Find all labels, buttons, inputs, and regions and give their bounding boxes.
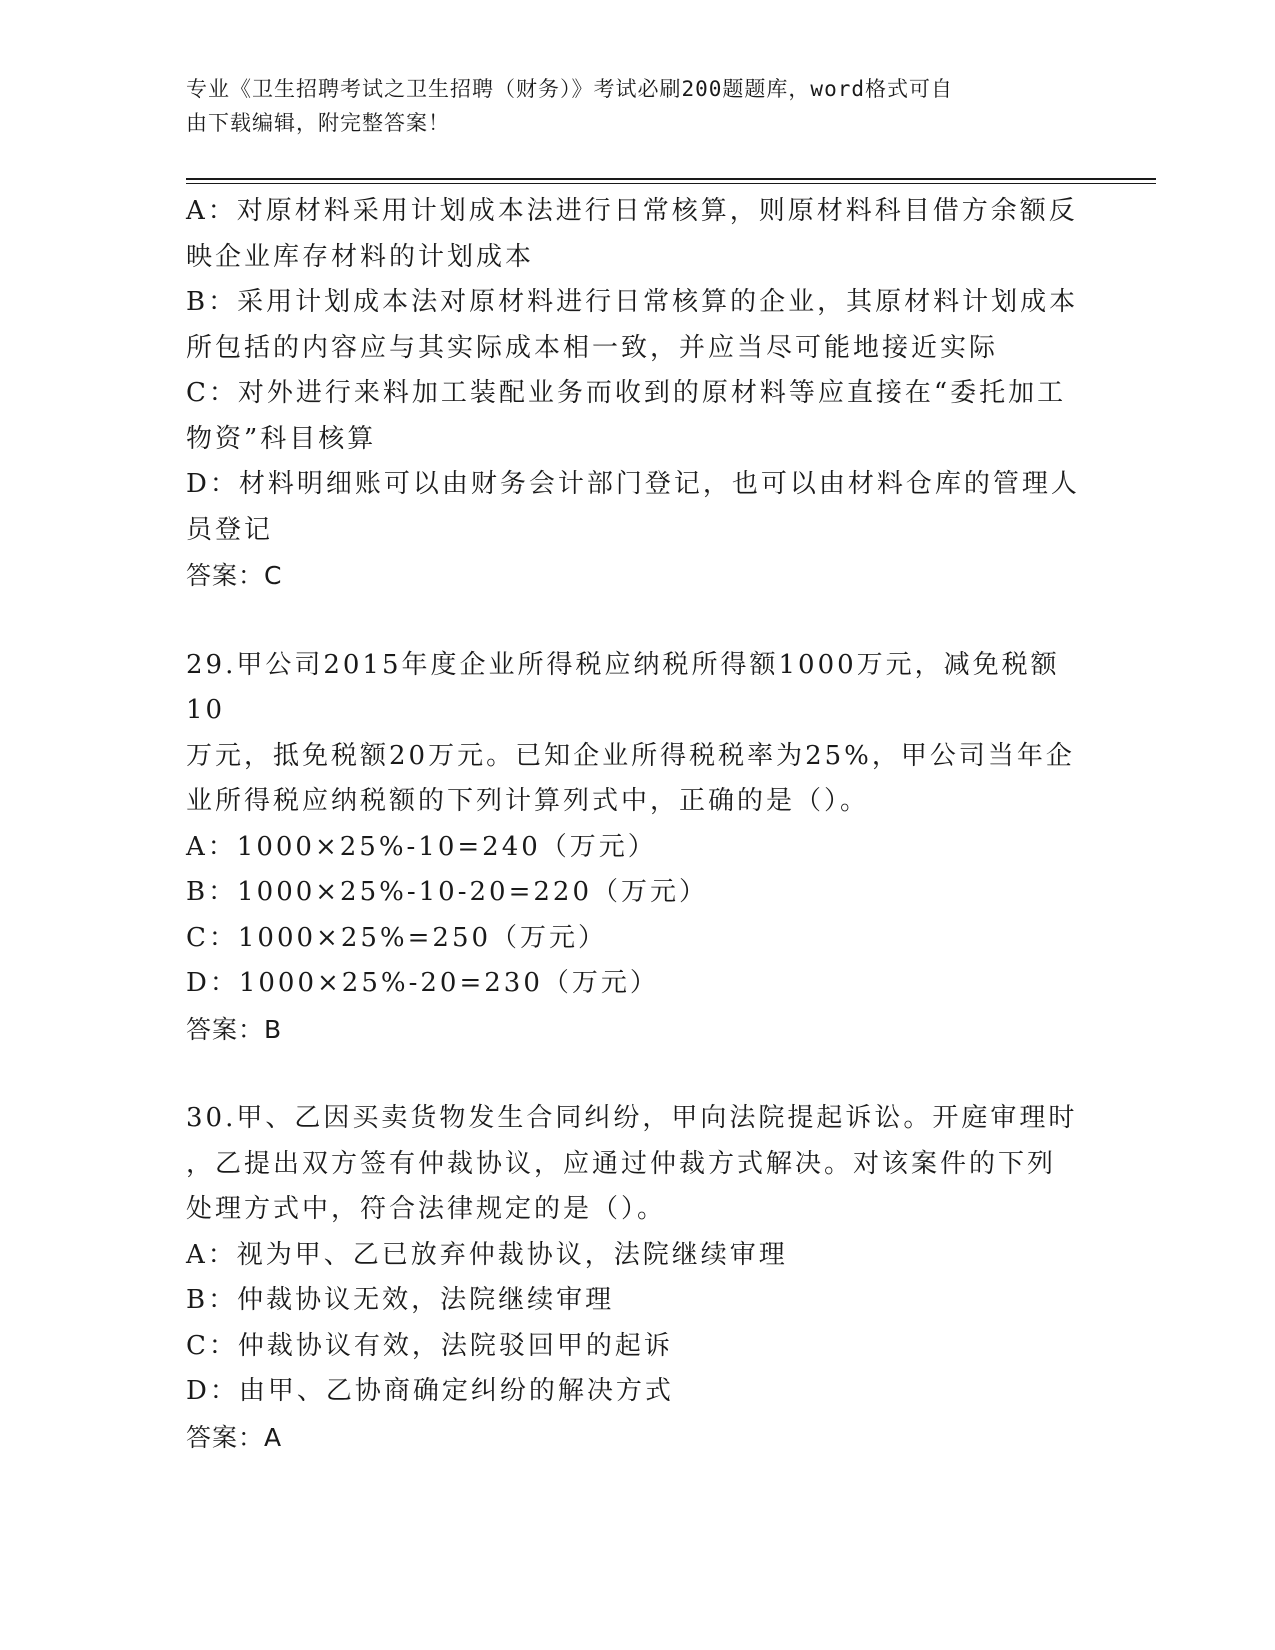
option-c: C：1000×25%=250（万元）	[186, 922, 608, 953]
option-a: A：视为甲、乙已放弃仲裁协议，法院继续审理	[186, 1239, 788, 1270]
option-c-line-2: 物资”科目核算	[186, 423, 377, 454]
question-stem-line-3: 业所得税应纳税额的下列计算列式中，正确的是（）。	[186, 786, 870, 816]
question-stem-line-1: 30.甲、乙因买卖货物发生合同纠纷，甲向法院提起诉讼。开庭审理时	[186, 1103, 1078, 1133]
header-line-2: 由下载编辑，附完整答案！	[186, 111, 450, 135]
option-b-line-2: 所包括的内容应与其实际成本相一致，并应当尽可能地接近实际	[186, 332, 999, 363]
answer-line: 答案：C	[186, 561, 283, 590]
question-gap	[186, 599, 1086, 643]
option-b: B：1000×25%-10-20=220（万元）	[186, 877, 708, 907]
option-c: C：仲裁协议有效，法院驳回甲的起诉	[186, 1330, 673, 1361]
option-a-line-1: A：对原材料采用计划成本法进行日常核算，则原材料科目借方余额反	[186, 196, 1078, 226]
option-d-line-1: D：材料明细账可以由财务会计部门登记，也可以由材料仓库的管理人	[186, 469, 1080, 499]
question-28	[186, 189, 1086, 599]
answer-line: 答案：A	[186, 1422, 283, 1452]
answer-line: 答案：B	[186, 1014, 283, 1044]
option-a: A：1000×25%-10=240（万元）	[186, 831, 657, 862]
option-a-line-2: 映企业库存材料的计划成本	[186, 241, 535, 272]
question-stem-line-1: 29.甲公司2015年度企业所得税应纳税所得额1000万元，减免税额10	[186, 649, 1060, 725]
header-divider-thick	[186, 178, 1156, 180]
question-30	[186, 1096, 1086, 1460]
question-gap	[186, 1052, 1086, 1096]
header-divider-thin	[186, 183, 1156, 184]
option-d: D：由甲、乙协商确定纠纷的解决方式	[186, 1376, 674, 1406]
document-header	[186, 72, 1066, 140]
option-d: D：1000×25%-20=230（万元）	[186, 968, 659, 998]
header-line-1: 专业《卫生招聘考试之卫生招聘（财务）》考试必刷200题题库，word格式可自	[186, 77, 953, 101]
option-c-line-1: C：对外进行来料加工装配业务而收到的原材料等应直接在“委托加工	[186, 378, 1067, 408]
question-stem-line-2: 万元，抵免税额20万元。已知企业所得税税率为25%，甲公司当年企	[186, 740, 1075, 771]
question-content	[186, 189, 1086, 1460]
option-d-line-2: 员登记	[186, 514, 274, 545]
question-stem-line-2: ，乙提出双方签有仲裁协议，应通过仲裁方式解决。对该案件的下列	[186, 1148, 1057, 1179]
option-b-line-1: B：采用计划成本法对原材料进行日常核算的企业，其原材料计划成本	[186, 287, 1079, 317]
option-b: B：仲裁协议无效，法院继续审理	[186, 1285, 615, 1315]
question-29	[186, 643, 1086, 1053]
question-stem-line-3: 处理方式中，符合法律规定的是（）。	[186, 1194, 667, 1224]
